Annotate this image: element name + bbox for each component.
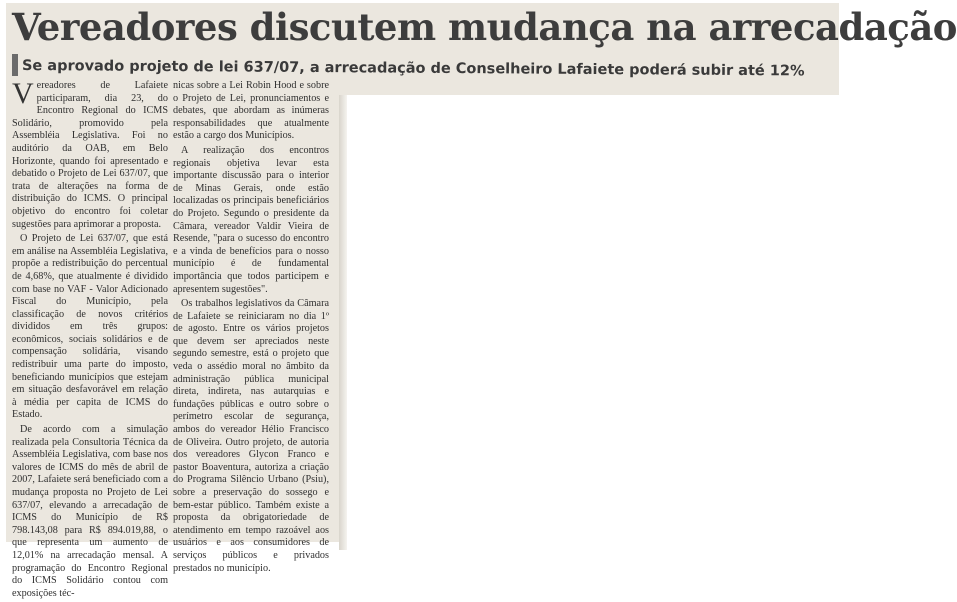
subheadline-marker: [12, 54, 18, 76]
article-headline: Vereadores discutem mudança na arrecadação: [12, 5, 957, 49]
paragraph: De acordo com a simulação realizada pela Consultoria Técnica da Assembléia Legislativa, com base nos valores de ICMS do mês de abril de 2007, Lafaiete será beneficiado com a mudança proposta no Projeto de Lei 637/07, elevando a arrecadação de ICMS do Município de R$ 798.143,08 para R$ 894.019,88, o que representa um aumento de 12,01% na arrecadação mensal. A programação do Encontro Regional do ICMS Solidário contou com exposições téc-: [12, 424, 168, 599]
article-column-1: [12, 77, 168, 602]
article-column-2: [173, 80, 329, 577]
paragraph: [12, 77, 168, 231]
paragraph: nicas sobre a Lei Robin Hood e sobre o Projeto de Lei, pronunciamentos e debates, que abordam as inúmeras responsabilidades que atualmente estão a cargo dos Municípios.: [173, 80, 329, 142]
paper-edge-shadow: [339, 95, 347, 550]
paragraph: A realização dos encontros regionais objetiva levar esta importante discussão para o interior de Minas Gerais, onde estão localizadas os principais beneficiários do Projeto. Segundo o presidente da Câmara, vereador Valdir Vieira de Resende, "para o sucesso do encontro e a vinda de benefícios para o nosso município é de fundamental importância que todos participem e apresentem sugestões".: [173, 144, 329, 295]
article-subheadline: Se aprovado projeto de lei 637/07, a arrecadação de Conselheiro Lafaiete poderá subir até 12%: [21, 58, 805, 80]
paragraph: Os trabalhos legislativos da Câmara de Lafaiete se reiniciaram no dia 1º de agosto. Entre os vários projetos que devem ser apreciados neste segundo semestre, está o projeto que veda o assédio moral no âmbito da administração pública municipal direta, indireta, nas autarquias e fundações públicas e outro sobre o perímetro escolar de segurança, ambos do vereador Hélio Francisco de Oliveira. Outro projeto, de autoria dos vereadores Glycon Franco e pastor Boaventura, autoriza a criação do Programa Silêncio Urbano (Psiu), sobre a preservação do sossego e bem-estar público. Também existe a proposta da obrigatoriedade de atendimento em tempo razoável aos usuários e aos consumidores de serviços públicos e privados prestados no município.: [173, 298, 329, 574]
paragraph-text: ereadores de Lafaiete participaram, dia 23, do Encontro Regional do ICMS Solidário, promovido pela Assembléia Legislativa. Foi no auditório da OAB, em Belo Horizonte, quando foi apresentado e debatido o Projeto de Lei 637/07, que trata de alterações na forma de distribuição do ICMS. O principal objetivo do encontro foi coletar sugestões para aprimorar a proposta.: [12, 80, 168, 230]
drop-cap: V: [12, 77, 34, 110]
paragraph: O Projeto de Lei 637/07, que está em análise na Assembléia Legislativa, propõe a redistribuição do percentual de 4,68%, que atualmente é dividido com base no VAF - Valor Adicionado Fiscal do Município, pela classificação de novos critérios divididos em três grupos: econômicos, sociais solidários e de compensação solidária, visando redistribuir uma parte do imposto, beneficiando municípios que estejam em situação desfavorável em relação à média per capita de ICMS do Estado.: [12, 233, 168, 421]
